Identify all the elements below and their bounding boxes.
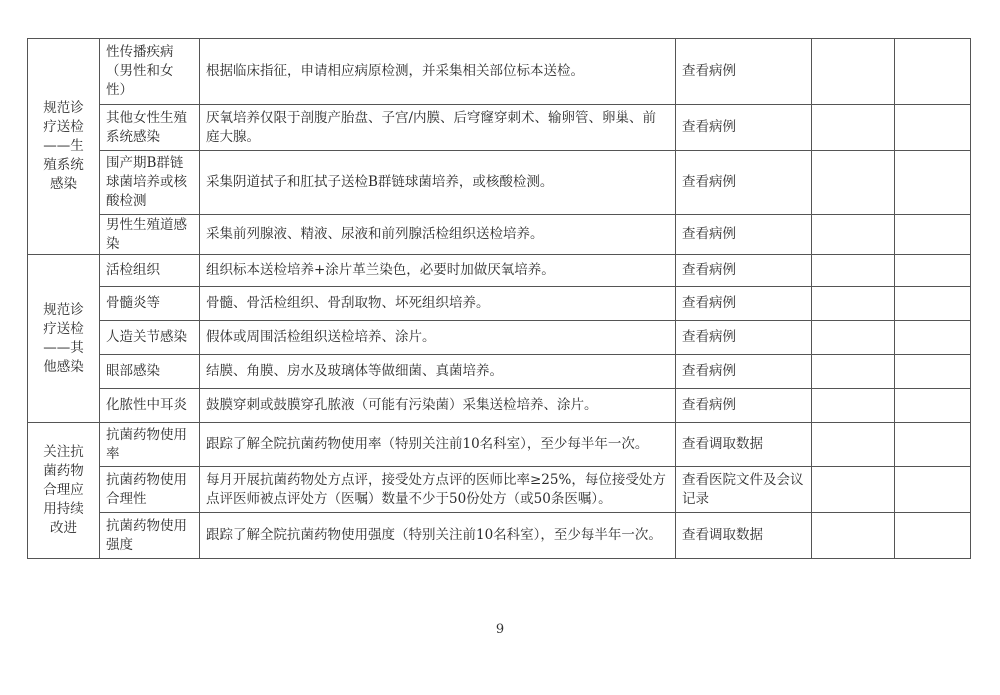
requirement-cell: 采集阴道拭子和肛拭子送检B群链球菌培养，或核酸检测。 — [200, 151, 676, 215]
blank-cell — [895, 39, 971, 105]
category-cell — [28, 255, 100, 423]
blank-cell — [895, 255, 971, 287]
table-row — [28, 151, 971, 215]
table-row — [28, 255, 971, 287]
method-cell: 查看医院文件及会议记录 — [676, 467, 812, 513]
method-cell: 查看病例 — [676, 39, 812, 105]
item-cell: 其他女性生殖系统感染 — [100, 105, 200, 151]
blank-cell — [812, 389, 895, 423]
method-cell: 查看病例 — [676, 215, 812, 255]
requirements-table — [27, 38, 971, 559]
method-cell: 查看病例 — [676, 355, 812, 389]
blank-cell — [895, 467, 971, 513]
item-cell: 抗菌药物使用强度 — [100, 513, 200, 559]
requirement-cell: 根据临床指征，申请相应病原检测，并采集相关部位标本送检。 — [200, 39, 676, 105]
blank-cell — [895, 355, 971, 389]
blank-cell — [812, 105, 895, 151]
requirement-cell: 鼓膜穿刺或鼓膜穿孔脓液（可能有污染菌）采集送检培养、涂片。 — [200, 389, 676, 423]
blank-cell — [895, 287, 971, 321]
table-row — [28, 321, 971, 355]
item-cell: 抗菌药物使用率 — [100, 423, 200, 467]
table-row — [28, 215, 971, 255]
item-cell: 眼部感染 — [100, 355, 200, 389]
method-cell: 查看病例 — [676, 105, 812, 151]
blank-cell — [895, 389, 971, 423]
category-cell — [28, 423, 100, 559]
item-cell: 骨髓炎等 — [100, 287, 200, 321]
category-label: 规范诊疗送检——其他感染 — [43, 301, 84, 375]
category-label: 关注抗菌药物合理应用持续改进 — [43, 444, 84, 536]
table-row — [28, 467, 971, 513]
requirement-cell: 组织标本送检培养+涂片革兰染色，必要时加做厌氧培养。 — [200, 255, 676, 287]
blank-cell — [812, 355, 895, 389]
blank-cell — [812, 287, 895, 321]
table-row — [28, 39, 971, 105]
item-cell: 活检组织 — [100, 255, 200, 287]
table-row — [28, 105, 971, 151]
category-label: 规范诊疗送检——生殖系统感染 — [43, 100, 84, 192]
blank-cell — [895, 423, 971, 467]
blank-cell — [895, 215, 971, 255]
item-cell: 男性生殖道感染 — [100, 215, 200, 255]
table-row — [28, 423, 971, 467]
blank-cell — [812, 255, 895, 287]
blank-cell — [812, 215, 895, 255]
item-cell: 围产期B群链球菌培养或核酸检测 — [100, 151, 200, 215]
table-row — [28, 355, 971, 389]
blank-cell — [895, 513, 971, 559]
requirement-cell: 骨髓、骨活检组织、骨刮取物、坏死组织培养。 — [200, 287, 676, 321]
method-cell: 查看病例 — [676, 321, 812, 355]
requirement-cell: 假体或周围活检组织送检培养、涂片。 — [200, 321, 676, 355]
category-cell — [28, 39, 100, 255]
blank-cell — [895, 105, 971, 151]
method-cell: 查看调取数据 — [676, 513, 812, 559]
blank-cell — [812, 467, 895, 513]
blank-cell — [812, 423, 895, 467]
blank-cell — [812, 151, 895, 215]
requirement-cell: 跟踪了解全院抗菌药物使用强度（特别关注前10名科室），至少每半年一次。 — [200, 513, 676, 559]
method-cell: 查看病例 — [676, 151, 812, 215]
blank-cell — [895, 151, 971, 215]
requirement-cell: 每月开展抗菌药物处方点评，接受处方点评的医师比率≥25%，每位接受处方点评医师被点评处方（医嘱）数量不少于50份处方（或50条医嘱）。 — [200, 467, 676, 513]
method-cell: 查看病例 — [676, 389, 812, 423]
requirement-cell: 采集前列腺液、精液、尿液和前列腺活检组织送检培养。 — [200, 215, 676, 255]
item-cell: 人造关节感染 — [100, 321, 200, 355]
method-cell: 查看病例 — [676, 287, 812, 321]
page-number: 9 — [495, 622, 505, 637]
blank-cell — [895, 321, 971, 355]
item-cell: 化脓性中耳炎 — [100, 389, 200, 423]
requirement-cell: 跟踪了解全院抗菌药物使用率（特别关注前10名科室），至少每半年一次。 — [200, 423, 676, 467]
table-row — [28, 389, 971, 423]
table-row — [28, 287, 971, 321]
item-cell: 性传播疾病（男性和女性） — [100, 39, 200, 105]
method-cell: 查看调取数据 — [676, 423, 812, 467]
method-cell: 查看病例 — [676, 255, 812, 287]
requirement-cell: 厌氧培养仅限于剖腹产胎盘、子宫/内膜、后穹窿穿刺术、输卵管、卵巢、前庭大腺。 — [200, 105, 676, 151]
blank-cell — [812, 513, 895, 559]
requirement-cell: 结膜、角膜、房水及玻璃体等做细菌、真菌培养。 — [200, 355, 676, 389]
table-row — [28, 513, 971, 559]
blank-cell — [812, 321, 895, 355]
blank-cell — [812, 39, 895, 105]
item-cell: 抗菌药物使用合理性 — [100, 467, 200, 513]
